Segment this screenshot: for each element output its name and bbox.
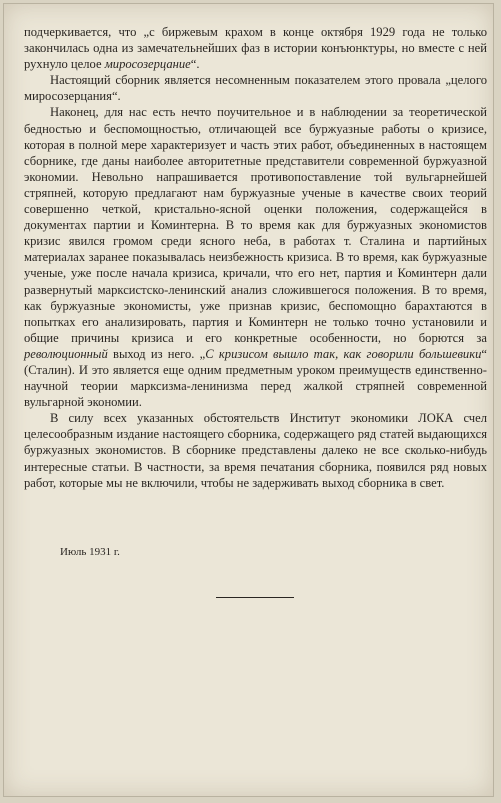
emphasized-text: С кризисом вышло так, как говорили большевики [205,346,482,361]
separator-rule [216,597,294,598]
document-page [3,3,494,797]
text-run: подчеркивается, что „с биржевым крахом в конце октября 1929 года не только закончилась одна из замечательнейших фаз в истории конъюнктуры, но вместе с ней рухнуло целое [24,25,487,72]
emphasized-text: революционный [24,346,108,361]
paragraph [24,104,487,410]
paragraph [24,410,487,490]
date-line: Июль 1931 г. [60,546,120,558]
text-run: Наконец, для нас есть нечто поучительное и в наблюдении за теоретической бедностью и беспомощностью, отличающей все буржуазные работы о кризисе, которая в полной мере характеризует и часть этих работ, объединенных в настоящем сборнике, где даны наиболее авторитетные представители современной буржуазной экономии. Невольно напрашивается противопоставление той вульгарнейшей стряпней, которую предлагают нам буржуазные ученые в качестве своих теорий совершенно четкой, кристально-ясной оценки положения, содержащейся в документах партии и Коминтерна. В то время как для буржуазных экономистов кризис явился громом среди ясного неба, в работах т. Сталина и партийных материалах заранее показывалась неизбежность кризиса. В то время, как буржуазные ученые, уже после начала кризиса, кричали, что его нет, партия и Коминтерн дали развернутый марксистско-ленинский анализ сложившегося положения. В то время, как буржуазные экономисты, уже признав кризис, беспомощно барахтаются в попытках его анализировать, партия и Коминтерн не только точно установили и общие причины кризиса и его конкретные особенности, но борются за [24,105,487,345]
paragraph [24,24,487,72]
paragraph [24,72,487,104]
text-run: В силу всех указанных обстоятельств Институт экономики ЛОКА счел целесообразным издание настоящего сборника, содержащего ряд статей выдающихся буржуазных экономистов. В сборнике представлены далеко не все сколько-нибудь интересные статьи. В частности, за время печатания сборника, появился ряд новых работ, которые мы не включили, чтобы не задерживать выход сборника в свет. [24,411,487,490]
text-run: “. [190,57,200,72]
emphasized-text: миросозерцание [104,57,191,72]
body-text [24,24,487,491]
text-run: Настоящий сборник является несомненным показателем этого провала „целого миросозерцания“. [24,73,487,104]
text-run: “ (Сталин). И это является еще одним предметным уроком преимуществ единственно-научной теории марксизма-ленинизма перед жалкой стряпней современной вульгарной экономии. [24,346,487,410]
text-run: выход из него. „ [107,346,206,361]
